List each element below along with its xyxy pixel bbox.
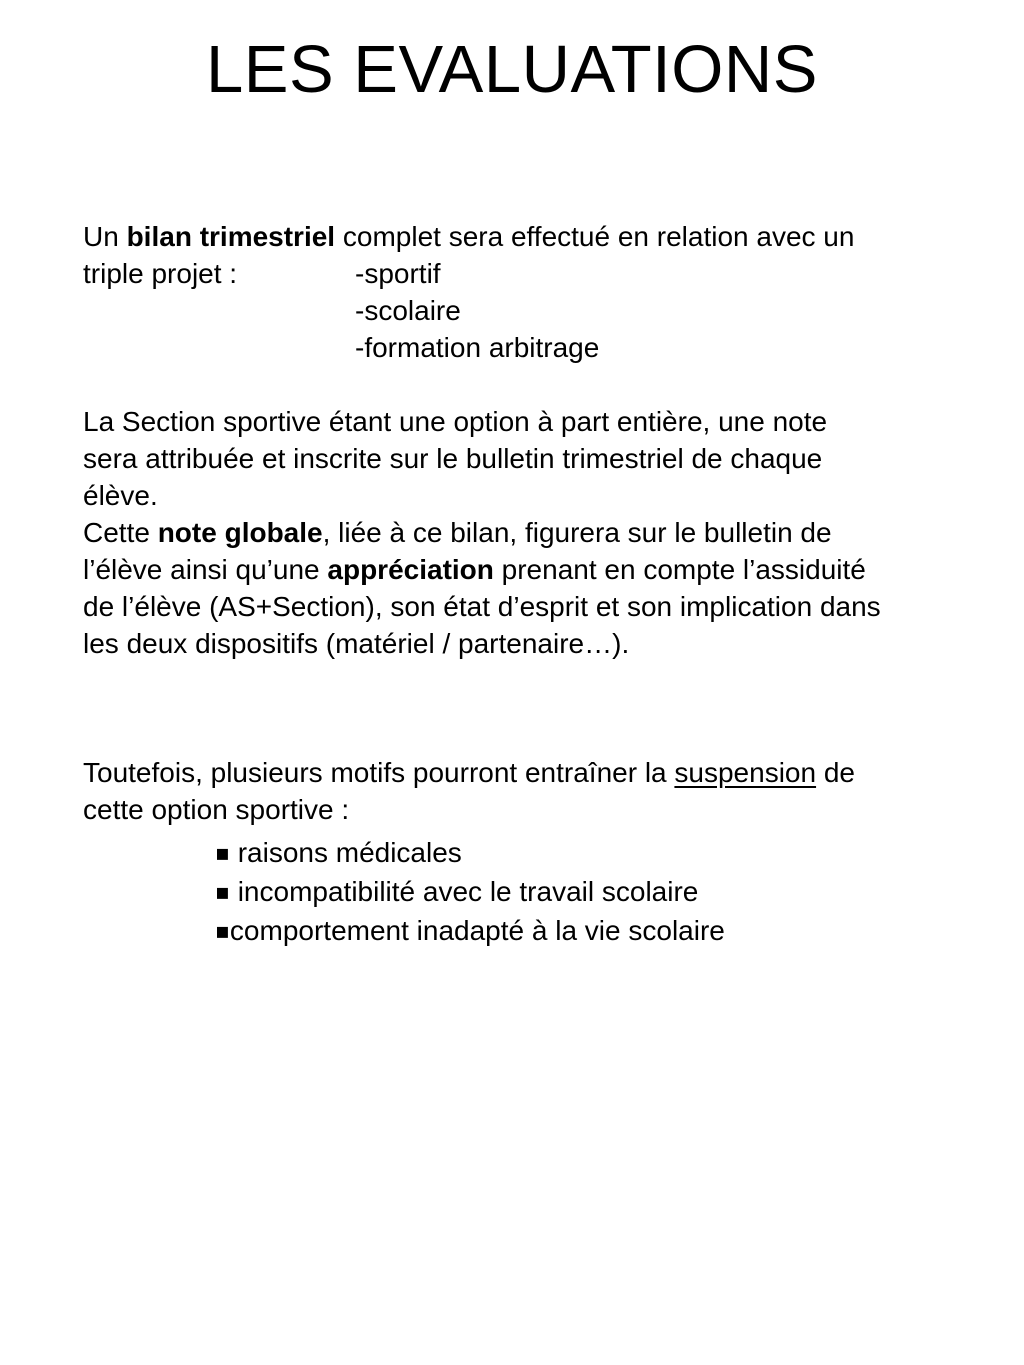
text-segment: , liée à ce bilan, figurera sur le bulletin de xyxy=(322,517,832,549)
text-line: les deux dispositifs (matériel / partenaire…). xyxy=(83,628,630,660)
projet-item-sportif: -sportif xyxy=(355,258,441,290)
text-line: La Section sportive étant une option à part entière, une note xyxy=(83,406,828,438)
list-item-incompatibilite xyxy=(215,873,964,912)
underlined-text-suspension: suspension xyxy=(674,757,817,789)
bold-text-bilan-trimestriel: bilan trimestriel xyxy=(126,221,336,253)
list-item-label: comportement inadapté à la vie scolaire xyxy=(229,915,725,947)
suspension-bullet-list xyxy=(215,834,964,951)
text-line xyxy=(83,551,964,588)
text-segment: Cette xyxy=(83,517,158,549)
square-bullet-icon: ▪ xyxy=(215,880,230,906)
text-line xyxy=(83,255,964,292)
text-segment: prenant en compte l’assiduité xyxy=(493,554,866,586)
paragraph-note-globale xyxy=(83,403,964,662)
text-segment: Un xyxy=(83,221,127,253)
text-segment: l’élève ainsi qu’une xyxy=(83,554,328,586)
text-line: sera attribuée et inscrite sur le bulletin trimestriel de chaque xyxy=(83,443,823,475)
text-line: élève. xyxy=(83,480,158,512)
triple-projet-label: triple projet : xyxy=(83,258,238,290)
text-segment: complet sera effectué en relation avec un xyxy=(335,221,855,253)
list-item-label: incompatibilité avec le travail scolaire xyxy=(229,876,699,908)
projet-item-formation-arbitrage: -formation arbitrage xyxy=(355,332,600,364)
text-segment: de xyxy=(816,757,855,789)
paragraph-suspension xyxy=(83,754,964,951)
text-line xyxy=(83,754,964,791)
text-line: de l’élève (AS+Section), son état d’esprit et son implication dans xyxy=(83,591,881,623)
text-line: cette option sportive : xyxy=(83,794,350,826)
slide-body xyxy=(0,218,1024,951)
paragraph-bilan-trimestriel xyxy=(83,218,964,366)
square-bullet-icon: ▪ xyxy=(215,919,230,945)
list-item-comportement xyxy=(215,912,964,951)
square-bullet-icon: ▪ xyxy=(215,841,230,867)
projet-item-scolaire: -scolaire xyxy=(355,295,461,327)
text-line xyxy=(83,218,964,255)
text-line xyxy=(83,514,964,551)
list-item-raisons-medicales xyxy=(215,834,964,873)
text-segment: Toutefois, plusieurs motifs pourront entraîner la xyxy=(83,757,675,789)
bold-text-note-globale: note globale xyxy=(157,517,323,549)
page-title: LES EVALUATIONS xyxy=(206,32,818,107)
list-item-label: raisons médicales xyxy=(229,837,462,869)
bold-text-appreciation: appréciation xyxy=(327,554,494,586)
